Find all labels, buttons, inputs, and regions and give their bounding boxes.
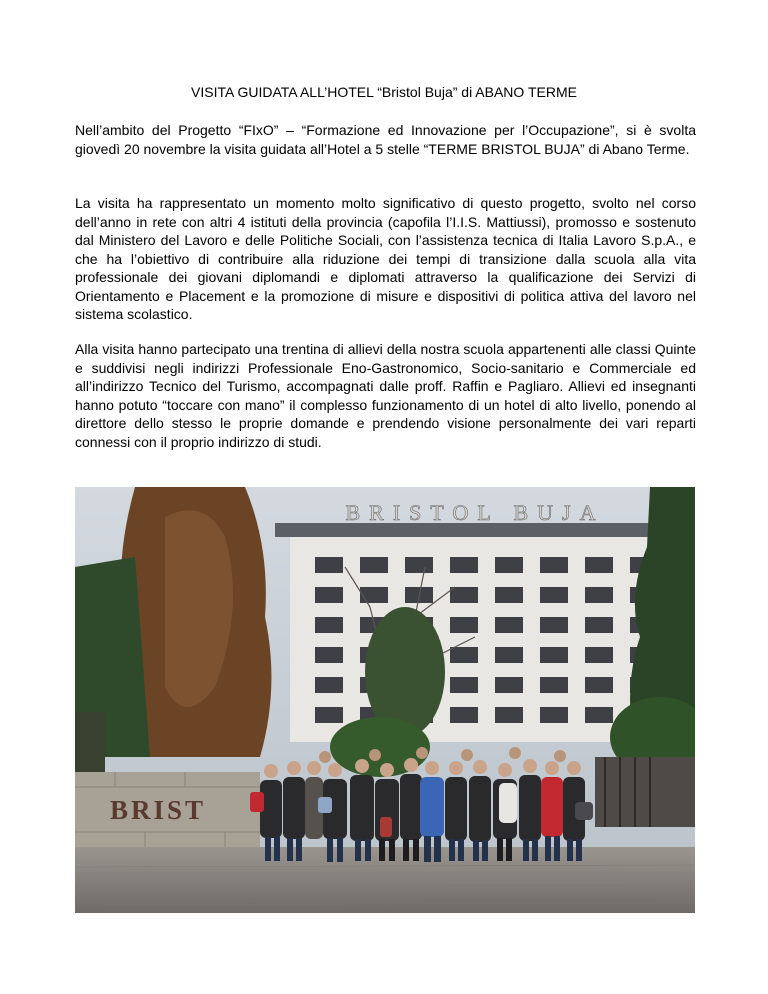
page-title: VISITA GUIDATA ALL’HOTEL “Bristol Buja” di ABANO TERME bbox=[191, 84, 577, 100]
paragraph-intro: Nell’ambito del Progetto “FIxO” – “Formazione ed Innovazione per l’Occupazione”, si è svolta giovedì 20 novembre la visita guidata all’Hotel a 5 stelle “TERME BRISTOL BUJA” di Abano Terme. bbox=[75, 122, 696, 157]
group-photo bbox=[75, 487, 695, 913]
paragraph-project: La visita ha rappresentato un momento molto significativo di questo progetto, svolto nel corso dell’anno in rete con altri 4 istituti della provincia (capofila l’I.I.S. Mattiussi), promosso e sostenuto dal Ministero del Lavoro e delle Politiche Sociali, con l’assistenza tecnica di Italia Lavoro S.p.A., e che ha l’obiettivo di contribuire alla riduzione dei tempi di transizione dalla scuola alla vita professionale dei giovani diplomandi e diplomati attraverso la qualificazione dei Servizi di Orientamento e Placement e la promozione di misure e dispositivi di politica attiva del lavoro nel sistema scolastico. bbox=[75, 195, 696, 322]
group-photo-illustration bbox=[75, 487, 695, 913]
building-sign: BRISTOL BUJA bbox=[345, 500, 605, 525]
paragraph-visit: Alla visita hanno partecipato una trentina di allievi della nostra scuola appartenenti alle classi Quinte e suddivisi negli indirizzi Professionale Eno-Gastronomico, Socio-sanitario e Commerciale ed all’indirizzo Tecnico del Turismo, accompagnati dalle proff. Raffin e Pagliaro. Allievi ed insegnanti hanno potuto “toccare con mano” il complesso funzionamento di un hotel di alto livello, ponendo al direttore dello stesso le proprie domande e prendendo visione personalmente dei vari reparti connessi con il proprio indirizzo di studi. bbox=[75, 341, 696, 450]
hotel-building bbox=[275, 500, 680, 742]
wall-sign: BRIST bbox=[110, 795, 207, 825]
